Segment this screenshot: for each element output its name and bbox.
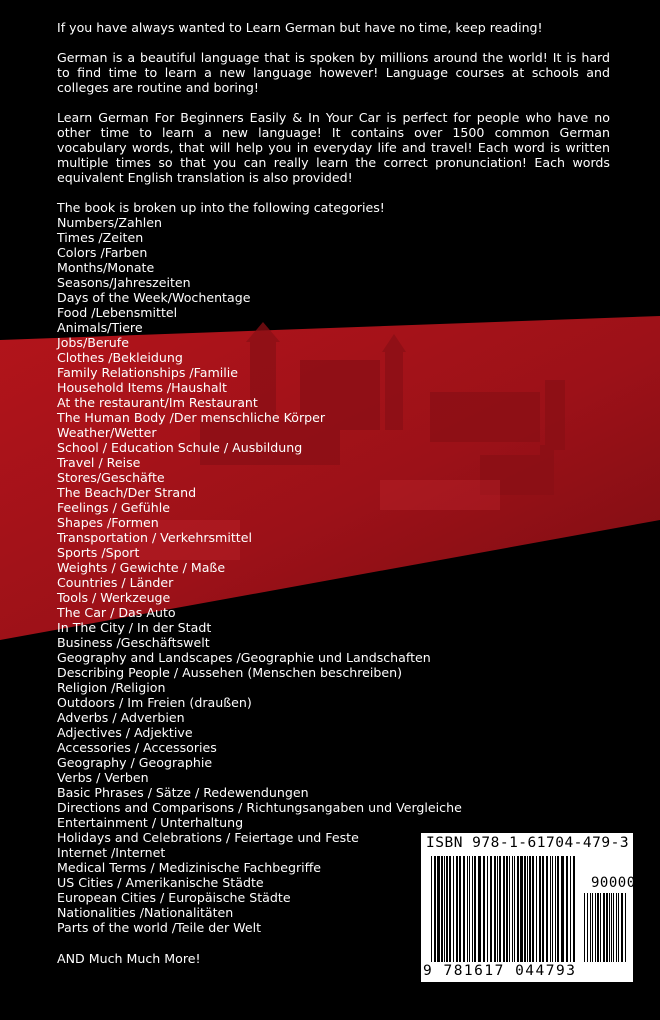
barcode-bar bbox=[616, 893, 617, 962]
list-item: Weights / Gewichte / Maße bbox=[57, 560, 226, 575]
barcode-bar bbox=[472, 856, 473, 962]
barcode-bar bbox=[609, 893, 610, 962]
list-item: Numbers/Zahlen bbox=[57, 215, 162, 230]
barcode-bar bbox=[483, 856, 485, 962]
barcode-bar bbox=[467, 856, 468, 962]
list-item: Transportation / Verkehrsmittel bbox=[57, 530, 252, 545]
barcode-bar bbox=[546, 856, 548, 962]
closing-line: AND Much Much More! bbox=[57, 951, 201, 966]
barcode-bar bbox=[621, 893, 623, 962]
list-item: Basic Phrases / Sätze / Redewendungen bbox=[57, 785, 309, 800]
barcode-bar bbox=[459, 856, 461, 962]
barcode-bar bbox=[512, 856, 513, 962]
list-item: Stores/Geschäfte bbox=[57, 470, 165, 485]
barcode-bar bbox=[552, 856, 553, 962]
list-item: Entertainment / Unterhaltung bbox=[57, 815, 244, 830]
barcode-bar bbox=[490, 856, 492, 962]
list-item: Travel / Reise bbox=[57, 455, 141, 470]
barcode-bar bbox=[561, 856, 564, 962]
list-item: Household Items /Haushalt bbox=[57, 380, 227, 395]
barcode-bar bbox=[532, 856, 534, 962]
barcode-bar bbox=[539, 856, 541, 962]
list-item: Religion /Religion bbox=[57, 680, 166, 695]
list-item: Feelings / Gefühle bbox=[57, 500, 170, 515]
list-item: Seasons/Jahreszeiten bbox=[57, 275, 191, 290]
list-item: Clothes /Bekleidung bbox=[57, 350, 183, 365]
barcode-bar bbox=[573, 856, 575, 962]
list-item: Outdoors / Im Freien (draußen) bbox=[57, 695, 252, 710]
intro-paragraph-3: Learn German For Beginners Easily & In Your Car is perfect for people who have no other time to learn a new language! It contains over 1500 common German vocabulary words, that will help you in everyday life and travel! Each word is written multiple times so that you can really learn the correct pronunciation! Each words equivalent English translation is also provided! bbox=[57, 110, 610, 185]
list-item: Adverbs / Adverbien bbox=[57, 710, 185, 725]
barcode-bar bbox=[625, 893, 626, 962]
list-item: Business /Geschäftswelt bbox=[57, 635, 210, 650]
list-item: Animals/Tiere bbox=[57, 320, 143, 335]
list-item: Tools / Werkzeuge bbox=[57, 590, 171, 605]
barcode-bar bbox=[555, 856, 556, 962]
barcode-bar bbox=[542, 856, 544, 962]
barcode-bar bbox=[611, 893, 612, 962]
list-item: The Beach/Der Strand bbox=[57, 485, 197, 500]
barcode-bar bbox=[600, 893, 601, 962]
barcode-bar bbox=[463, 856, 465, 962]
barcode-bar bbox=[590, 893, 591, 962]
list-item: Parts of the world /Teile der Welt bbox=[57, 920, 262, 935]
barcode-bar bbox=[550, 856, 551, 962]
list-item: Adjectives / Adjektive bbox=[57, 725, 193, 740]
intro-paragraph-2: German is a beautiful language that is spoken by millions around the world! It is hard to find time to learn a new language however! Language courses at schools and colleges are routine and boring! bbox=[57, 50, 610, 95]
barcode-bar bbox=[494, 856, 496, 962]
list-item: Colors /Farben bbox=[57, 245, 148, 260]
list-item: Describing People / Aussehen (Menschen beschreiben) bbox=[57, 665, 403, 680]
barcode-bar bbox=[587, 893, 588, 962]
category-list bbox=[57, 215, 610, 935]
barcode-bar bbox=[520, 856, 523, 962]
barcode-bar bbox=[474, 856, 476, 962]
barcode-bar bbox=[584, 893, 585, 962]
list-item: Sports /Sport bbox=[57, 545, 140, 560]
barcode-bar bbox=[497, 856, 498, 962]
barcode-bar bbox=[449, 856, 451, 962]
list-item: US Cities / Amerikanische Städte bbox=[57, 875, 264, 890]
barcode-bar bbox=[514, 856, 515, 962]
ean-digits: 9 781617 044793 bbox=[423, 963, 577, 979]
list-item: School / Education Schule / Ausbildung bbox=[57, 440, 303, 455]
barcode-bar bbox=[536, 856, 537, 962]
barcode-bar bbox=[506, 856, 508, 962]
barcode-bars bbox=[431, 856, 579, 962]
barcode-bar bbox=[517, 856, 519, 962]
categories-heading: The book is broken up into the following categories! bbox=[57, 200, 385, 215]
barcode-bar bbox=[456, 856, 458, 962]
list-item: Months/Monate bbox=[57, 260, 155, 275]
list-item: Countries / Länder bbox=[57, 575, 174, 590]
barcode-bar bbox=[469, 856, 470, 962]
barcode-bar bbox=[453, 856, 454, 962]
list-item: The Car / Das Auto bbox=[57, 605, 176, 620]
list-item: Shapes /Formen bbox=[57, 515, 159, 530]
barcode-bar bbox=[613, 893, 614, 962]
barcode-bar bbox=[478, 856, 481, 962]
list-item: Internet /Internet bbox=[57, 845, 166, 860]
list-item: European Cities / Europäische Städte bbox=[57, 890, 291, 905]
barcode-bar bbox=[597, 893, 599, 962]
list-item: Jobs/Berufe bbox=[57, 335, 129, 350]
barcode-bar bbox=[529, 856, 531, 962]
list-item: In The City / In der Stadt bbox=[57, 620, 212, 635]
list-item: Directions and Comparisons / Richtungsangaben und Vergleiche bbox=[57, 800, 462, 815]
list-item: Verbs / Verben bbox=[57, 770, 149, 785]
list-item: Holidays and Celebrations / Feiertage und Feste bbox=[57, 830, 359, 845]
list-item: Times /Zeiten bbox=[57, 230, 144, 245]
list-item: Weather/Wetter bbox=[57, 425, 157, 440]
barcode-bar bbox=[566, 856, 568, 962]
barcode-bar bbox=[524, 856, 526, 962]
barcode-bar bbox=[509, 856, 510, 962]
list-item: Food /Lebensmittel bbox=[57, 305, 178, 320]
barcode-bar bbox=[570, 856, 571, 962]
list-item: At the restaurant/Im Restaurant bbox=[57, 395, 258, 410]
list-item: The Human Body /Der menschliche Körper bbox=[57, 410, 326, 425]
intro-paragraph-1: If you have always wanted to Learn German but have no time, keep reading! bbox=[57, 20, 543, 35]
barcode-bar bbox=[603, 893, 605, 962]
addon-barcode-bars bbox=[584, 893, 628, 962]
barcode-bar bbox=[618, 893, 619, 962]
isbn-barcode bbox=[421, 833, 636, 982]
list-item: Geography / Geographie bbox=[57, 755, 213, 770]
barcode-bar bbox=[503, 856, 505, 962]
list-item: Medical Terms / Medizinische Fachbegriffe bbox=[57, 860, 322, 875]
barcode-bar bbox=[437, 856, 440, 962]
barcode-bar bbox=[434, 856, 436, 962]
barcode-bar bbox=[431, 856, 432, 962]
list-item: Geography and Landscapes /Geographie und Landschaften bbox=[57, 650, 431, 665]
barcode-bar bbox=[499, 856, 501, 962]
barcode-bar bbox=[557, 856, 559, 962]
list-item: Accessories / Accessories bbox=[57, 740, 217, 755]
list-item: Family Relationships /Familie bbox=[57, 365, 238, 380]
barcode-bar bbox=[595, 893, 596, 962]
price-code: 90000 bbox=[591, 875, 636, 891]
barcode-bar bbox=[592, 893, 593, 962]
barcode-bar bbox=[527, 856, 528, 962]
barcode-bar bbox=[446, 856, 448, 962]
barcode-bar bbox=[444, 856, 445, 962]
barcode-bar bbox=[487, 856, 488, 962]
list-item: Nationalities /Nationalitäten bbox=[57, 905, 234, 920]
barcode-bar bbox=[606, 893, 608, 962]
barcode-bar bbox=[441, 856, 443, 962]
isbn-number: ISBN 978-1-61704-479-3 bbox=[426, 835, 630, 851]
list-item: Days of the Week/Wochentage bbox=[57, 290, 251, 305]
